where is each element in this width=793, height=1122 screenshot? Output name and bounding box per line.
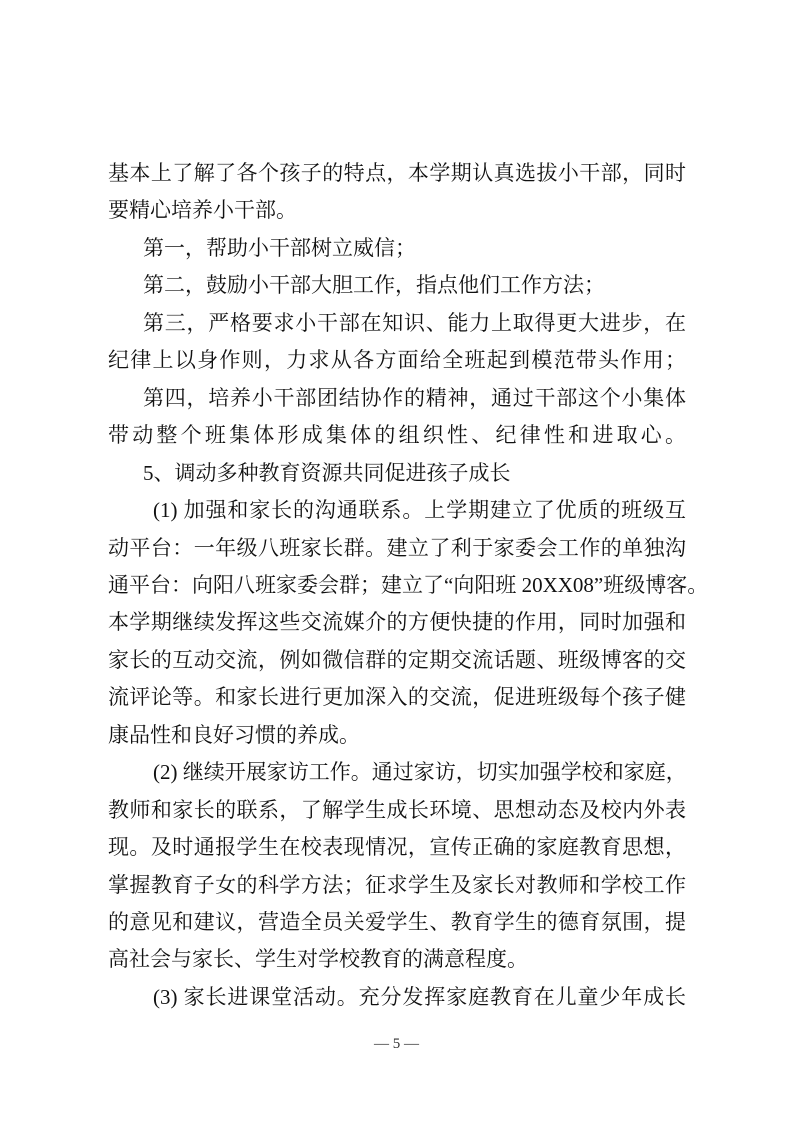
text-line: 掌握教育子女的科学方法；征求学生及家长对教师和学校工作 [108, 872, 686, 897]
text-line: (1) 加强和家长的沟通联系。上学期建立了优质的班级互 [153, 498, 686, 523]
text-line: 纪律上以身作则，力求从各方面给全班起到模范带头作用； [108, 348, 686, 373]
text-line: 带动整个班集体形成集体的组织性、纪律性和进取心。 [108, 423, 686, 448]
text-line: (2) 继续开展家访工作。通过家访，切实加强学校和家庭， [153, 760, 687, 785]
text-line: 流评论等。和家长进行更加深入的交流，促进班级每个孩子健 [108, 685, 686, 710]
text-line: 基本上了解了各个孩子的特点，本学期认真选拔小干部，同时 [108, 161, 686, 185]
text-line: 5、调动多种教育资源共同促进孩子成长 [143, 460, 511, 485]
text-line: 康品性和良好习惯的养成。 [108, 722, 360, 747]
text-line: 第四，培养小干部团结协作的精神，通过干部这个小集体 [143, 385, 686, 410]
text-line: 高社会与家长、学生对学校教育的满意程度。 [108, 947, 528, 972]
text-line: 的意见和建议，营造全员关爱学生、教育学生的德育氛围，提 [108, 910, 686, 934]
text-line: 通平台：向阳八班家委会群；建立了“向阳班 20XX08”班级博客。 [108, 572, 709, 597]
text-line: 动平台：一年级八班家长群。建立了利于家委会工作的单独沟 [108, 535, 686, 560]
text-line: 家长的互动交流，例如微信群的定期交流话题、班级博客的交 [108, 647, 686, 672]
text-line: 第二，鼓励小干部大胆工作，指点他们工作方法； [143, 273, 605, 298]
page-number: — 5 — [374, 1036, 419, 1052]
text-line: (3) 家长进课堂活动。充分发挥家庭教育在儿童少年成长 [153, 984, 686, 1009]
text-line: 第一，帮助小干部树立威信； [143, 235, 416, 260]
text-line: 要精心培养小干部。 [108, 198, 297, 223]
text-line: 第三，严格要求小干部在知识、能力上取得更大进步，在 [143, 310, 686, 335]
text-line: 本学期继续发挥这些交流媒介的方便快捷的作用，同时加强和 [108, 610, 686, 635]
text-line: 教师和家长的联系，了解学生成长环境、思想动态及校内外表 [108, 797, 686, 822]
text-line: 现。及时通报学生在校表现情况，宣传正确的家庭教育思想， [108, 835, 686, 860]
